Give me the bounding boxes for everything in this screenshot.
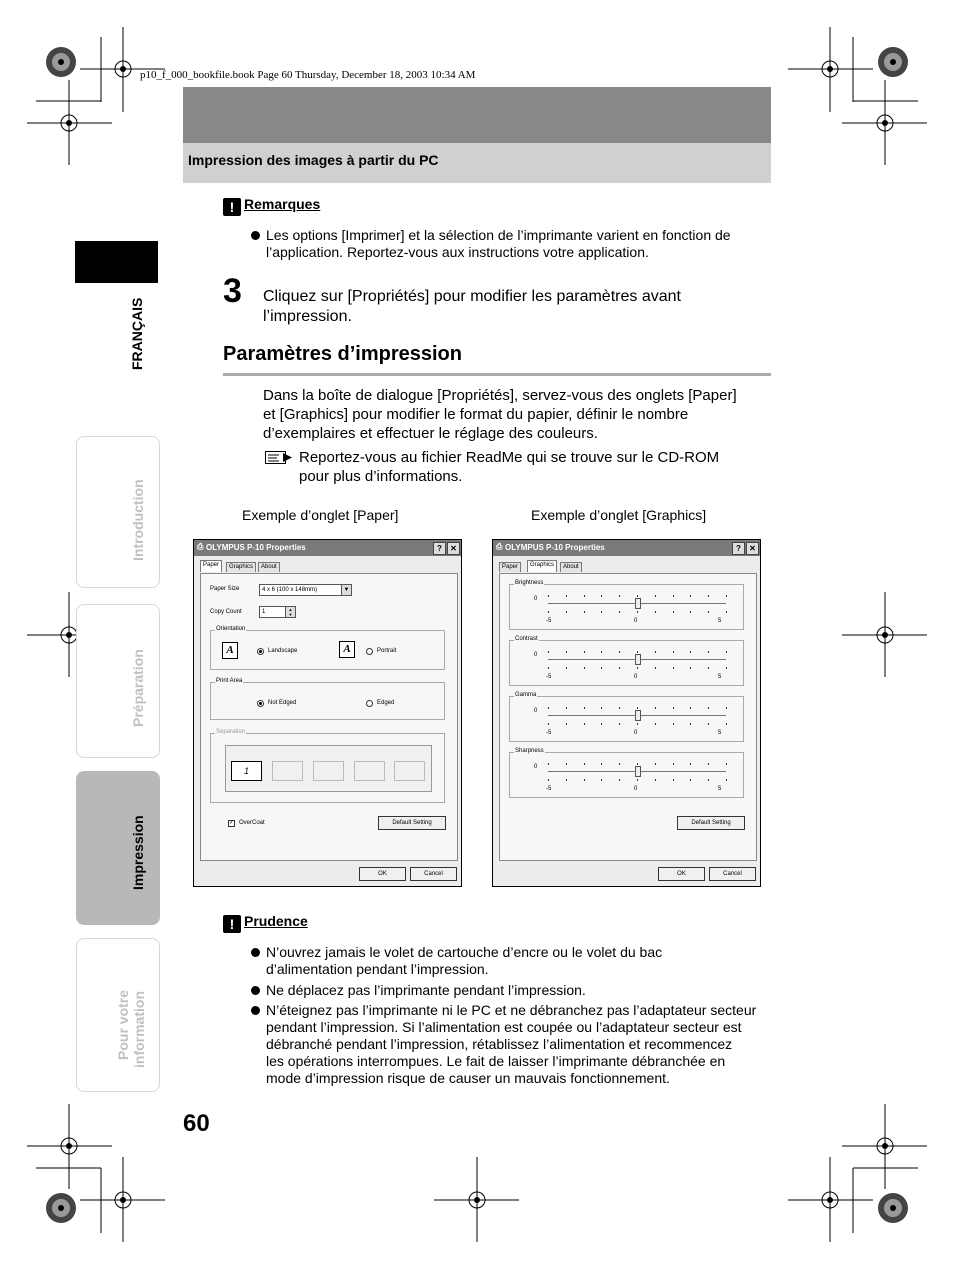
cancel-button[interactable]: Cancel [709, 867, 756, 881]
list-item-line: N’ouvrez jamais le volet de cartouche d’encre ou le volet du bac [266, 944, 663, 960]
portrait-label: Portrait [377, 648, 397, 654]
edged-radio[interactable] [366, 700, 373, 707]
copy-count-label: Copy Count [210, 609, 242, 615]
list-item-line: mode d’impression risque de causer un mauvais fonctionnement. [266, 1070, 670, 1086]
slider-label: Sharpness [515, 748, 544, 754]
landscape-radio[interactable] [257, 648, 264, 655]
slider-tick [726, 611, 727, 613]
list-item-line: Ne déplacez pas l’imprimante pendant l’impression. [266, 982, 586, 998]
exclamation-icon: ! [223, 198, 241, 216]
slider-tick [726, 723, 727, 725]
slider-tick [584, 723, 585, 725]
reference-note [299, 448, 769, 486]
slider-tick [690, 595, 691, 597]
slider-tick [708, 707, 709, 709]
slider-tick [548, 667, 549, 669]
section-divider [223, 373, 771, 376]
landscape-label: Landscape [268, 648, 298, 654]
slider-label: Gamma [515, 692, 537, 698]
slider-tick [584, 611, 585, 613]
step-text-line: Cliquez sur [Propriétés] pour modifier les paramètres avant [263, 288, 681, 305]
slider-tick [637, 595, 638, 597]
slider-tick [601, 723, 602, 725]
separation-8-button[interactable] [354, 761, 385, 781]
sidebar-tab-preparation[interactable] [76, 604, 160, 758]
slider-tick [690, 763, 691, 765]
slider-min-label: -5 [546, 618, 552, 624]
slider-min-label: -5 [546, 786, 552, 792]
slider-tick [637, 611, 638, 613]
slider-tick [548, 611, 549, 613]
slider-mid-label: 0 [634, 786, 638, 792]
prudence-heading [223, 913, 308, 933]
slider-min-label: -5 [546, 674, 552, 680]
overcoat-checkbox[interactable]: ✓ [229, 820, 235, 826]
tab-about[interactable]: About [258, 562, 280, 572]
list-item [251, 1002, 781, 1087]
paragraph-line: Dans la boîte de dialogue [Propriétés], servez-vous des onglets [Paper] [263, 387, 737, 404]
help-button[interactable]: ? [732, 542, 745, 555]
tab-paper[interactable]: Paper [499, 562, 521, 572]
sidebar-tab-label: Impression [130, 815, 146, 890]
landscape-icon: A [222, 642, 238, 659]
slider-max-label: 5 [718, 618, 722, 624]
bullet-icon [251, 986, 260, 995]
separation-label: Separation [216, 729, 246, 735]
slider-tick [584, 667, 585, 669]
slider-tick [601, 667, 602, 669]
slider-tick [601, 651, 602, 653]
slider-tick [655, 779, 656, 781]
bullet-icon [251, 1006, 260, 1015]
reference-hand-icon [265, 451, 293, 464]
slider-thumb[interactable] [635, 710, 641, 721]
slider-tick [637, 651, 638, 653]
paragraph-line: d’exemplaires et effectuer le réglage des couleurs. [263, 425, 598, 442]
slider-tick [566, 763, 567, 765]
slider-tick [708, 667, 709, 669]
tab-panel [200, 573, 458, 861]
slider-tick [655, 651, 656, 653]
slider-tick [584, 595, 585, 597]
print-area-label: Print Area [216, 678, 243, 684]
orientation-group [210, 626, 445, 670]
copy-count-value: 1 [262, 609, 266, 615]
slider-max-label: 5 [718, 786, 722, 792]
dialog-title: OLYMPUS P-10 Properties [505, 543, 605, 552]
close-button[interactable]: ✕ [746, 542, 759, 555]
slider-tick [673, 651, 674, 653]
sidebar-tab-label: Préparation [130, 649, 146, 727]
separation-1-button[interactable]: 1 [231, 761, 262, 781]
remarques-heading [223, 196, 320, 216]
list-item-line: les opérations interrompues. Le fait de laisser l’imprimante débranchée en [266, 1053, 726, 1069]
slider-tick [708, 723, 709, 725]
slider-min-label: -5 [546, 730, 552, 736]
tab-panel [499, 573, 757, 861]
slider-tick [708, 595, 709, 597]
remarques-title: Remarques [244, 196, 321, 212]
slider-tick [655, 611, 656, 613]
slider-tick [566, 595, 567, 597]
slider-group [509, 636, 744, 686]
separation-16-button[interactable] [394, 761, 425, 781]
header-band [183, 87, 771, 143]
copy-count-stepper[interactable] [259, 606, 296, 618]
prudence-title: Prudence [244, 913, 308, 929]
slider-tick [601, 611, 602, 613]
cancel-button[interactable]: Cancel [410, 867, 457, 881]
slider-tick [655, 723, 656, 725]
reference-line: pour plus d’informations. [299, 468, 463, 485]
sidebar-tab-impression[interactable] [76, 771, 160, 925]
default-setting-button[interactable]: Default Setting [378, 816, 446, 830]
slider-tick [566, 779, 567, 781]
slider-tick [601, 595, 602, 597]
close-button[interactable]: ✕ [447, 542, 460, 555]
orientation-label: Orientation [216, 626, 246, 632]
tab-about[interactable]: About [560, 562, 582, 572]
list-item-line: l’application. Reportez-vous aux instructions votre application. [266, 244, 649, 260]
slider-tick [708, 611, 709, 613]
dialog-titlebar [493, 540, 760, 556]
slider-tick [673, 763, 674, 765]
slider-tick [690, 667, 691, 669]
slider-tick [690, 611, 691, 613]
list-item [251, 944, 781, 978]
page-number: 60 [183, 1110, 210, 1137]
slider-tick [548, 651, 549, 653]
slider-tick [690, 779, 691, 781]
slider-tick [673, 707, 674, 709]
step-text [263, 287, 763, 327]
slider-tick [566, 651, 567, 653]
list-item [251, 227, 771, 261]
ok-button[interactable]: OK [359, 867, 406, 881]
step-text-line: l’impression. [263, 308, 352, 325]
not-edged-label: Not Edged [268, 700, 297, 706]
slider-tick [548, 763, 549, 765]
list-item-line: d’alimentation pendant l’impression. [266, 961, 489, 977]
sidebar-tab-label: Introduction [130, 479, 146, 561]
slider-tick [637, 707, 638, 709]
slider-tick [637, 723, 638, 725]
slider-tick [619, 595, 620, 597]
printer-icon: ⎙ [197, 542, 204, 551]
slider-tick [619, 707, 620, 709]
default-setting-button[interactable]: Default Setting [677, 816, 745, 830]
slider-tick [726, 651, 727, 653]
dialog-titlebar [194, 540, 461, 556]
sidebar-tab-introduction[interactable] [76, 436, 160, 588]
separation-4-button[interactable] [313, 761, 344, 781]
slider-tick [690, 707, 691, 709]
printer-icon: ⎙ [496, 542, 503, 551]
caption-graphics: Exemple d’onglet [Graphics] [531, 507, 707, 523]
list-item-line: N’éteignez pas l’imprimante ni le PC et ne débranchez pas l’adaptateur secteur [266, 1002, 757, 1018]
slider-tick [673, 595, 674, 597]
slider-tick [548, 707, 549, 709]
sidebar-tab-label-line2: information [131, 991, 147, 1068]
slider-thumb[interactable] [635, 654, 641, 665]
slider-thumb[interactable] [635, 766, 641, 777]
tab-paper[interactable]: Paper [200, 560, 222, 572]
slider-mid-label: 0 [634, 674, 638, 680]
list-item [251, 982, 781, 999]
slider-tick [726, 595, 727, 597]
paragraph-line: et [Graphics] pour modifier le format du papier, définir le nombre [263, 406, 689, 423]
slider-tick [566, 611, 567, 613]
portrait-radio[interactable] [366, 648, 373, 655]
slider-tick [548, 779, 549, 781]
slider-tick [584, 651, 585, 653]
paper-size-value: 4 x 6 (100 x 148mm) [262, 587, 318, 593]
paper-properties-dialog [193, 539, 462, 887]
slider-tick [673, 611, 674, 613]
help-button[interactable]: ? [433, 542, 446, 555]
slider-tick [708, 779, 709, 781]
slider-tick [708, 651, 709, 653]
spinner-icon[interactable]: ▲ ▼ [285, 607, 295, 617]
language-label-box [127, 290, 149, 370]
slider-thumb[interactable] [635, 598, 641, 609]
slider-scale-label: 0 [534, 708, 538, 714]
separation-2-button[interactable] [272, 761, 303, 781]
print-area-group [210, 678, 445, 720]
print-metadata: p10_f_000_bookfile.book Page 60 Thursday, December 18, 2003 10:34 AM [140, 69, 476, 81]
separation-options [225, 745, 432, 792]
slider-tick [673, 667, 674, 669]
slider-group [509, 580, 744, 630]
slider-group [509, 748, 744, 798]
slider-scale-label: 0 [534, 652, 538, 658]
slider-tick [673, 723, 674, 725]
slider-tick [726, 779, 727, 781]
slider-tick [601, 779, 602, 781]
slider-tick [584, 707, 585, 709]
list-item-line: débranché pendant l’impression, rétablissez l’alimentation et recommencez [266, 1036, 733, 1052]
slider-tick [601, 763, 602, 765]
bullet-icon [251, 231, 260, 240]
dialog-title: OLYMPUS P-10 Properties [206, 543, 306, 552]
slider-tick [548, 723, 549, 725]
overcoat-label: OverCoat [239, 820, 265, 826]
slider-tick [690, 651, 691, 653]
slider-tick [566, 667, 567, 669]
slider-mid-label: 0 [634, 618, 638, 624]
portrait-icon: A [339, 641, 355, 658]
language-marker [75, 241, 158, 283]
list-item-line: pendant l’impression. Si l’alimentation est coupée ou l’adaptateur secteur est [266, 1019, 742, 1035]
slider-scale-label: 0 [534, 764, 538, 770]
slider-group [509, 692, 744, 742]
section-title: Paramètres d’impression [223, 343, 462, 365]
slider-tick [726, 667, 727, 669]
edged-label: Edged [377, 700, 395, 706]
page-title: Impression des images à partir du PC [188, 152, 439, 168]
slider-tick [637, 763, 638, 765]
slider-tick [584, 779, 585, 781]
caption-paper: Exemple d’onglet [Paper] [242, 507, 399, 523]
ok-button[interactable]: OK [658, 867, 705, 881]
tab-graphics[interactable]: Graphics [527, 560, 557, 572]
slider-tick [655, 707, 656, 709]
section-paragraph [263, 386, 773, 443]
slider-tick [655, 595, 656, 597]
graphics-properties-dialog [492, 539, 761, 887]
slider-max-label: 5 [718, 674, 722, 680]
slider-tick [637, 667, 638, 669]
slider-tick [708, 763, 709, 765]
slider-tick [566, 723, 567, 725]
paper-size-select[interactable] [259, 584, 352, 596]
slider-label: Contrast [515, 636, 538, 642]
slider-tick [601, 707, 602, 709]
reference-line: Reportez-vous au fichier ReadMe qui se trouve sur le CD-ROM [299, 449, 720, 466]
bullet-icon [251, 948, 260, 957]
slider-mid-label: 0 [634, 730, 638, 736]
slider-scale-label: 0 [534, 596, 538, 602]
slider-tick [619, 763, 620, 765]
sidebar-tab-label-line1: Pour votre [115, 989, 131, 1060]
slider-tick [690, 723, 691, 725]
not-edged-radio[interactable] [257, 700, 264, 707]
slider-tick [619, 667, 620, 669]
slider-tick [548, 595, 549, 597]
slider-tick [726, 763, 727, 765]
slider-tick [655, 763, 656, 765]
slider-tick [584, 763, 585, 765]
paper-size-label: Paper Size [210, 586, 240, 592]
slider-tick [619, 611, 620, 613]
slider-tick [673, 779, 674, 781]
slider-tick [619, 651, 620, 653]
slider-tick [619, 779, 620, 781]
slider-label: Brightness [515, 580, 544, 586]
slider-tick [619, 723, 620, 725]
slider-tick [655, 667, 656, 669]
sidebar-tab-information[interactable] [76, 938, 160, 1092]
separation-group [210, 729, 445, 803]
slider-max-label: 5 [718, 730, 722, 736]
step-number: 3 [223, 272, 242, 310]
slider-tick [637, 779, 638, 781]
chevron-down-icon[interactable]: ▼ [341, 585, 351, 595]
tab-graphics[interactable]: Graphics [226, 562, 256, 572]
exclamation-icon: ! [223, 915, 241, 933]
slider-tick [726, 707, 727, 709]
slider-tick [566, 707, 567, 709]
language-label: FRANÇAIS [129, 297, 145, 370]
list-item-line: Les options [Imprimer] et la sélection de l’imprimante varient en fonction de [266, 227, 731, 243]
